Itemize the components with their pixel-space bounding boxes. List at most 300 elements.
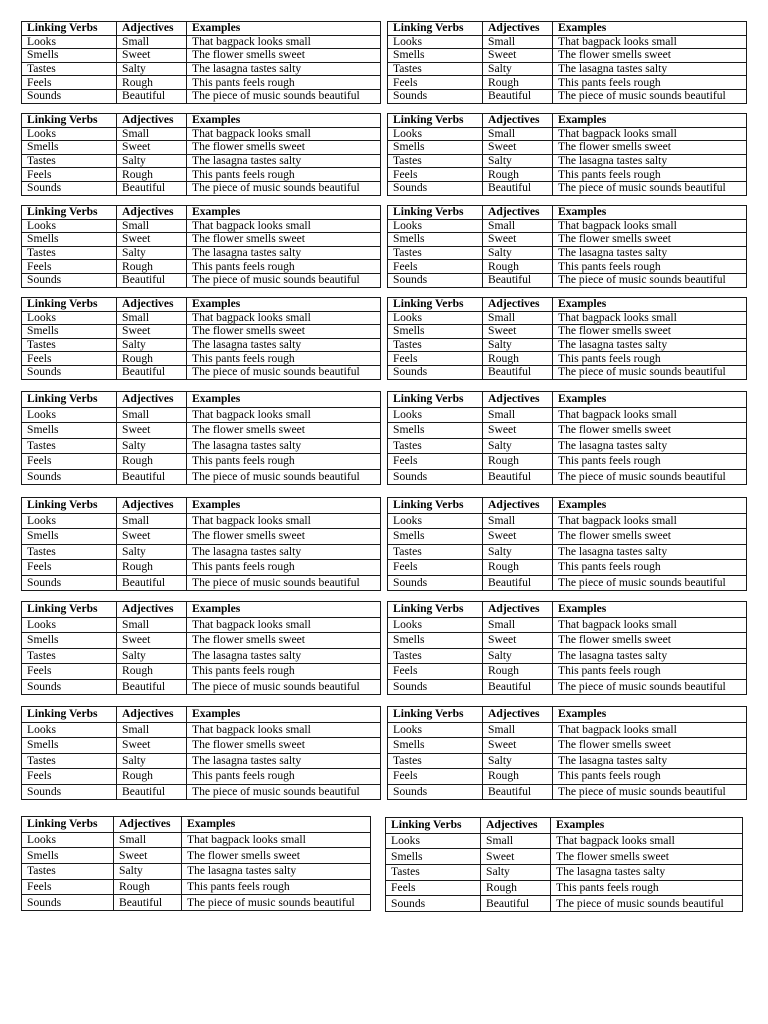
adjective-cell: Salty (483, 62, 553, 76)
example-cell: The piece of music sounds beautiful (551, 896, 743, 912)
example-cell: This pants feels rough (551, 880, 743, 896)
example-cell: The lasagna tastes salty (187, 338, 381, 352)
adjective-cell: Small (483, 311, 553, 325)
verb-cell: Sounds (22, 575, 117, 591)
verb-cell: Feels (22, 352, 117, 366)
adjective-cell: Small (483, 407, 553, 423)
example-cell: The piece of music sounds beautiful (553, 784, 747, 800)
header-adjectives: Adjectives (483, 392, 553, 408)
example-cell: The piece of music sounds beautiful (187, 273, 381, 287)
example-cell: The lasagna tastes salty (553, 753, 747, 769)
example-cell: The lasagna tastes salty (182, 864, 371, 880)
verb-cell: Smells (388, 529, 483, 545)
adjective-cell: Small (483, 722, 553, 738)
example-cell: The piece of music sounds beautiful (553, 181, 747, 195)
adjective-cell: Beautiful (483, 365, 553, 379)
verb-cell: Tastes (388, 753, 483, 769)
table-row (388, 76, 747, 90)
verb-cell: Tastes (22, 753, 117, 769)
example-cell: That bagpack looks small (553, 35, 747, 49)
table-row (22, 664, 381, 680)
example-cell: The piece of music sounds beautiful (187, 89, 381, 103)
example-cell: The lasagna tastes salty (553, 438, 747, 454)
table-row (22, 529, 381, 545)
adjective-cell: Salty (483, 753, 553, 769)
example-cell: The flower smells sweet (187, 633, 381, 649)
header-adjectives: Adjectives (114, 817, 182, 833)
verb-cell: Sounds (22, 365, 117, 379)
table-row (22, 219, 381, 233)
header-adjectives: Adjectives (481, 818, 551, 834)
table-row (22, 89, 381, 103)
verb-cell: Smells (22, 529, 117, 545)
table-row (22, 513, 381, 529)
verb-cell: Looks (22, 832, 114, 848)
header-row (388, 707, 747, 723)
table-row (388, 560, 747, 576)
adjective-cell: Sweet (117, 325, 187, 339)
table-row (22, 352, 381, 366)
table-row (388, 49, 747, 63)
example-cell: The lasagna tastes salty (553, 246, 747, 260)
table-row (388, 219, 747, 233)
verb-cell: Sounds (388, 365, 483, 379)
verb-cell: Smells (22, 848, 114, 864)
example-cell: That bagpack looks small (553, 219, 747, 233)
table-row (22, 49, 381, 63)
table-row (22, 365, 381, 379)
table-row (388, 338, 747, 352)
linking-verbs-table (21, 601, 381, 695)
example-cell: That bagpack looks small (553, 407, 747, 423)
table-row (388, 454, 747, 470)
linking-verbs-table (387, 391, 747, 485)
verb-cell: Sounds (388, 679, 483, 695)
header-linking-verbs: Linking Verbs (22, 498, 117, 514)
example-cell: The flower smells sweet (553, 529, 747, 545)
linking-verbs-table (385, 817, 743, 912)
adjective-cell: Small (117, 722, 187, 738)
header-adjectives: Adjectives (483, 114, 553, 128)
header-row (22, 114, 381, 128)
table-row (22, 438, 381, 454)
example-cell: The flower smells sweet (553, 233, 747, 247)
adjective-cell: Salty (117, 338, 187, 352)
example-cell: The flower smells sweet (187, 141, 381, 155)
verb-cell: Feels (22, 769, 117, 785)
verb-cell: Sounds (22, 895, 114, 911)
adjective-cell: Sweet (483, 423, 553, 439)
example-cell: The flower smells sweet (187, 49, 381, 63)
table-row (388, 181, 747, 195)
example-cell: This pants feels rough (187, 769, 381, 785)
table-row (386, 880, 743, 896)
example-cell: The lasagna tastes salty (553, 338, 747, 352)
adjective-cell: Salty (117, 62, 187, 76)
example-cell: This pants feels rough (553, 769, 747, 785)
example-cell: The flower smells sweet (553, 633, 747, 649)
adjective-cell: Rough (117, 352, 187, 366)
header-linking-verbs: Linking Verbs (388, 114, 483, 128)
header-row (22, 707, 381, 723)
example-cell: The lasagna tastes salty (187, 648, 381, 664)
verb-cell: Looks (388, 617, 483, 633)
example-cell: The lasagna tastes salty (553, 648, 747, 664)
table-row (388, 738, 747, 754)
verb-cell: Smells (386, 849, 481, 865)
example-cell: The piece of music sounds beautiful (187, 575, 381, 591)
adjective-cell: Small (483, 219, 553, 233)
verb-cell: Tastes (388, 544, 483, 560)
table-row (22, 423, 381, 439)
adjective-cell: Beautiful (117, 273, 187, 287)
verb-cell: Tastes (388, 338, 483, 352)
verb-cell: Smells (388, 325, 483, 339)
header-examples: Examples (553, 298, 747, 312)
adjective-cell: Beautiful (483, 89, 553, 103)
header-examples: Examples (187, 392, 381, 408)
verb-cell: Looks (22, 35, 117, 49)
table-row (22, 141, 381, 155)
verb-cell: Smells (388, 423, 483, 439)
header-row (386, 818, 743, 834)
verb-cell: Sounds (22, 679, 117, 695)
example-cell: The lasagna tastes salty (553, 544, 747, 560)
adjective-cell: Beautiful (117, 365, 187, 379)
header-adjectives: Adjectives (117, 392, 187, 408)
example-cell: The flower smells sweet (553, 423, 747, 439)
example-cell: That bagpack looks small (187, 35, 381, 49)
table-row (22, 76, 381, 90)
verb-cell: Feels (388, 664, 483, 680)
adjective-cell: Salty (117, 438, 187, 454)
table-row (22, 722, 381, 738)
table-row (22, 832, 371, 848)
verb-cell: Feels (388, 769, 483, 785)
example-cell: This pants feels rough (553, 260, 747, 274)
adjective-cell: Rough (483, 352, 553, 366)
header-examples: Examples (187, 22, 381, 36)
header-linking-verbs: Linking Verbs (388, 602, 483, 618)
table-row (22, 273, 381, 287)
example-cell: The piece of music sounds beautiful (553, 365, 747, 379)
table-row (386, 833, 743, 849)
verb-cell: Looks (22, 311, 117, 325)
example-cell: This pants feels rough (187, 352, 381, 366)
header-row (388, 114, 747, 128)
table-row (386, 896, 743, 912)
adjective-cell: Sweet (483, 141, 553, 155)
table-row (388, 325, 747, 339)
adjective-cell: Beautiful (117, 784, 187, 800)
verb-cell: Looks (388, 407, 483, 423)
adjective-cell: Small (117, 311, 187, 325)
table-row (388, 407, 747, 423)
header-linking-verbs: Linking Verbs (22, 707, 117, 723)
adjective-cell: Sweet (483, 325, 553, 339)
header-examples: Examples (553, 22, 747, 36)
example-cell: That bagpack looks small (553, 617, 747, 633)
verb-cell: Looks (388, 311, 483, 325)
example-cell: The piece of music sounds beautiful (187, 784, 381, 800)
table-row (22, 127, 381, 141)
example-cell: The piece of music sounds beautiful (182, 895, 371, 911)
header-examples: Examples (551, 818, 743, 834)
header-linking-verbs: Linking Verbs (388, 22, 483, 36)
header-row (388, 298, 747, 312)
adjective-cell: Beautiful (483, 679, 553, 695)
example-cell: This pants feels rough (553, 352, 747, 366)
table-row (22, 679, 381, 695)
table-row (388, 141, 747, 155)
header-examples: Examples (553, 498, 747, 514)
adjective-cell: Rough (117, 560, 187, 576)
linking-verbs-table (21, 391, 381, 485)
example-cell: The lasagna tastes salty (553, 154, 747, 168)
header-examples: Examples (182, 817, 371, 833)
table-row (22, 338, 381, 352)
adjective-cell: Salty (483, 154, 553, 168)
example-cell: The flower smells sweet (187, 325, 381, 339)
adjective-cell: Salty (114, 864, 182, 880)
header-linking-verbs: Linking Verbs (386, 818, 481, 834)
example-cell: This pants feels rough (187, 454, 381, 470)
verb-cell: Feels (22, 664, 117, 680)
example-cell: The piece of music sounds beautiful (553, 89, 747, 103)
example-cell: The lasagna tastes salty (187, 62, 381, 76)
table-row (22, 325, 381, 339)
verb-cell: Sounds (22, 784, 117, 800)
adjective-cell: Beautiful (117, 679, 187, 695)
header-adjectives: Adjectives (483, 602, 553, 618)
example-cell: The lasagna tastes salty (187, 438, 381, 454)
table-row (22, 168, 381, 182)
verb-cell: Smells (22, 141, 117, 155)
example-cell: The flower smells sweet (553, 325, 747, 339)
adjective-cell: Beautiful (483, 575, 553, 591)
linking-verbs-table (387, 205, 747, 288)
table-row (388, 784, 747, 800)
table-row (388, 311, 747, 325)
header-adjectives: Adjectives (117, 498, 187, 514)
header-examples: Examples (187, 602, 381, 618)
adjective-cell: Beautiful (117, 89, 187, 103)
example-cell: The lasagna tastes salty (551, 865, 743, 881)
adjective-cell: Rough (481, 880, 551, 896)
header-examples: Examples (187, 298, 381, 312)
table-row (22, 560, 381, 576)
adjective-cell: Salty (483, 648, 553, 664)
table-row (388, 260, 747, 274)
verb-cell: Feels (388, 560, 483, 576)
table-row (22, 311, 381, 325)
verb-cell: Tastes (388, 438, 483, 454)
linking-verbs-table (387, 497, 747, 591)
header-row (388, 602, 747, 618)
table-row (22, 784, 381, 800)
table-row (388, 664, 747, 680)
example-cell: The piece of music sounds beautiful (553, 273, 747, 287)
table-row (388, 233, 747, 247)
example-cell: This pants feels rough (187, 664, 381, 680)
table-row (22, 233, 381, 247)
adjective-cell: Small (117, 407, 187, 423)
adjective-cell: Sweet (114, 848, 182, 864)
verb-cell: Feels (388, 454, 483, 470)
header-adjectives: Adjectives (117, 298, 187, 312)
table-row (388, 154, 747, 168)
adjective-cell: Sweet (483, 49, 553, 63)
header-linking-verbs: Linking Verbs (22, 22, 117, 36)
example-cell: The flower smells sweet (553, 49, 747, 63)
example-cell: That bagpack looks small (553, 127, 747, 141)
header-adjectives: Adjectives (483, 498, 553, 514)
example-cell: This pants feels rough (553, 664, 747, 680)
example-cell: This pants feels rough (553, 76, 747, 90)
header-adjectives: Adjectives (117, 114, 187, 128)
linking-verbs-table (21, 497, 381, 591)
adjective-cell: Rough (114, 879, 182, 895)
example-cell: That bagpack looks small (553, 722, 747, 738)
verb-cell: Smells (22, 633, 117, 649)
adjective-cell: Small (117, 513, 187, 529)
adjective-cell: Small (483, 127, 553, 141)
verb-cell: Sounds (388, 89, 483, 103)
table-row (388, 617, 747, 633)
adjective-cell: Small (483, 513, 553, 529)
table-row (22, 769, 381, 785)
verb-cell: Tastes (388, 62, 483, 76)
adjective-cell: Small (483, 617, 553, 633)
table-row (22, 895, 371, 911)
header-examples: Examples (187, 707, 381, 723)
adjective-cell: Rough (483, 168, 553, 182)
example-cell: This pants feels rough (187, 168, 381, 182)
example-cell: The piece of music sounds beautiful (187, 181, 381, 195)
verb-cell: Sounds (22, 181, 117, 195)
example-cell: That bagpack looks small (187, 513, 381, 529)
table-row (22, 181, 381, 195)
adjective-cell: Rough (483, 76, 553, 90)
table-row (388, 273, 747, 287)
adjective-cell: Rough (117, 454, 187, 470)
verb-cell: Looks (22, 722, 117, 738)
linking-verbs-table (387, 21, 747, 104)
example-cell: The flower smells sweet (187, 529, 381, 545)
header-row (22, 206, 381, 220)
example-cell: The flower smells sweet (187, 233, 381, 247)
adjective-cell: Sweet (117, 233, 187, 247)
adjective-cell: Rough (117, 260, 187, 274)
example-cell: The piece of music sounds beautiful (553, 575, 747, 591)
table-row (22, 260, 381, 274)
adjective-cell: Salty (483, 544, 553, 560)
adjective-cell: Salty (117, 648, 187, 664)
verb-cell: Smells (22, 423, 117, 439)
linking-verbs-table (387, 706, 747, 800)
example-cell: This pants feels rough (553, 168, 747, 182)
adjective-cell: Rough (117, 664, 187, 680)
verb-cell: Tastes (22, 544, 117, 560)
verb-cell: Feels (22, 560, 117, 576)
adjective-cell: Small (117, 617, 187, 633)
example-cell: That bagpack looks small (187, 219, 381, 233)
verb-cell: Looks (388, 513, 483, 529)
verb-cell: Tastes (388, 246, 483, 260)
table-row (22, 62, 381, 76)
adjective-cell: Sweet (483, 233, 553, 247)
linking-verbs-table (21, 113, 381, 196)
verb-cell: Sounds (22, 273, 117, 287)
table-row (22, 575, 381, 591)
table-row (22, 454, 381, 470)
adjective-cell: Salty (117, 246, 187, 260)
example-cell: The piece of music sounds beautiful (187, 365, 381, 379)
linking-verbs-table (387, 601, 747, 695)
header-adjectives: Adjectives (117, 22, 187, 36)
example-cell: That bagpack looks small (553, 311, 747, 325)
table-row (388, 513, 747, 529)
header-adjectives: Adjectives (483, 206, 553, 220)
verb-cell: Tastes (22, 648, 117, 664)
verb-cell: Sounds (388, 273, 483, 287)
table-row (22, 35, 381, 49)
linking-verbs-table (21, 21, 381, 104)
verb-cell: Tastes (388, 154, 483, 168)
header-adjectives: Adjectives (117, 707, 187, 723)
verb-cell: Tastes (388, 648, 483, 664)
adjective-cell: Beautiful (481, 896, 551, 912)
header-examples: Examples (553, 206, 747, 220)
verb-cell: Feels (22, 168, 117, 182)
adjective-cell: Small (483, 35, 553, 49)
example-cell: That bagpack looks small (182, 832, 371, 848)
verb-cell: Smells (22, 233, 117, 247)
verb-cell: Smells (388, 49, 483, 63)
example-cell: The flower smells sweet (553, 141, 747, 155)
adjective-cell: Sweet (483, 738, 553, 754)
adjective-cell: Rough (483, 260, 553, 274)
adjective-cell: Beautiful (117, 575, 187, 591)
example-cell: The lasagna tastes salty (187, 544, 381, 560)
table-row (22, 407, 381, 423)
adjective-cell: Small (481, 833, 551, 849)
example-cell: The piece of music sounds beautiful (187, 679, 381, 695)
linking-verbs-table (21, 205, 381, 288)
example-cell: The lasagna tastes salty (187, 154, 381, 168)
adjective-cell: Rough (483, 560, 553, 576)
verb-cell: Feels (386, 880, 481, 896)
verb-cell: Tastes (22, 864, 114, 880)
adjective-cell: Beautiful (114, 895, 182, 911)
verb-cell: Feels (388, 352, 483, 366)
verb-cell: Looks (22, 513, 117, 529)
example-cell: That bagpack looks small (553, 513, 747, 529)
table-row (22, 864, 371, 880)
example-cell: That bagpack looks small (187, 127, 381, 141)
example-cell: This pants feels rough (187, 76, 381, 90)
table-row (386, 849, 743, 865)
header-row (388, 498, 747, 514)
verb-cell: Sounds (386, 896, 481, 912)
verb-cell: Sounds (22, 89, 117, 103)
example-cell: The flower smells sweet (187, 738, 381, 754)
example-cell: The flower smells sweet (553, 738, 747, 754)
table-row (388, 469, 747, 485)
table-row (22, 879, 371, 895)
adjective-cell: Beautiful (117, 469, 187, 485)
example-cell: The lasagna tastes salty (553, 62, 747, 76)
